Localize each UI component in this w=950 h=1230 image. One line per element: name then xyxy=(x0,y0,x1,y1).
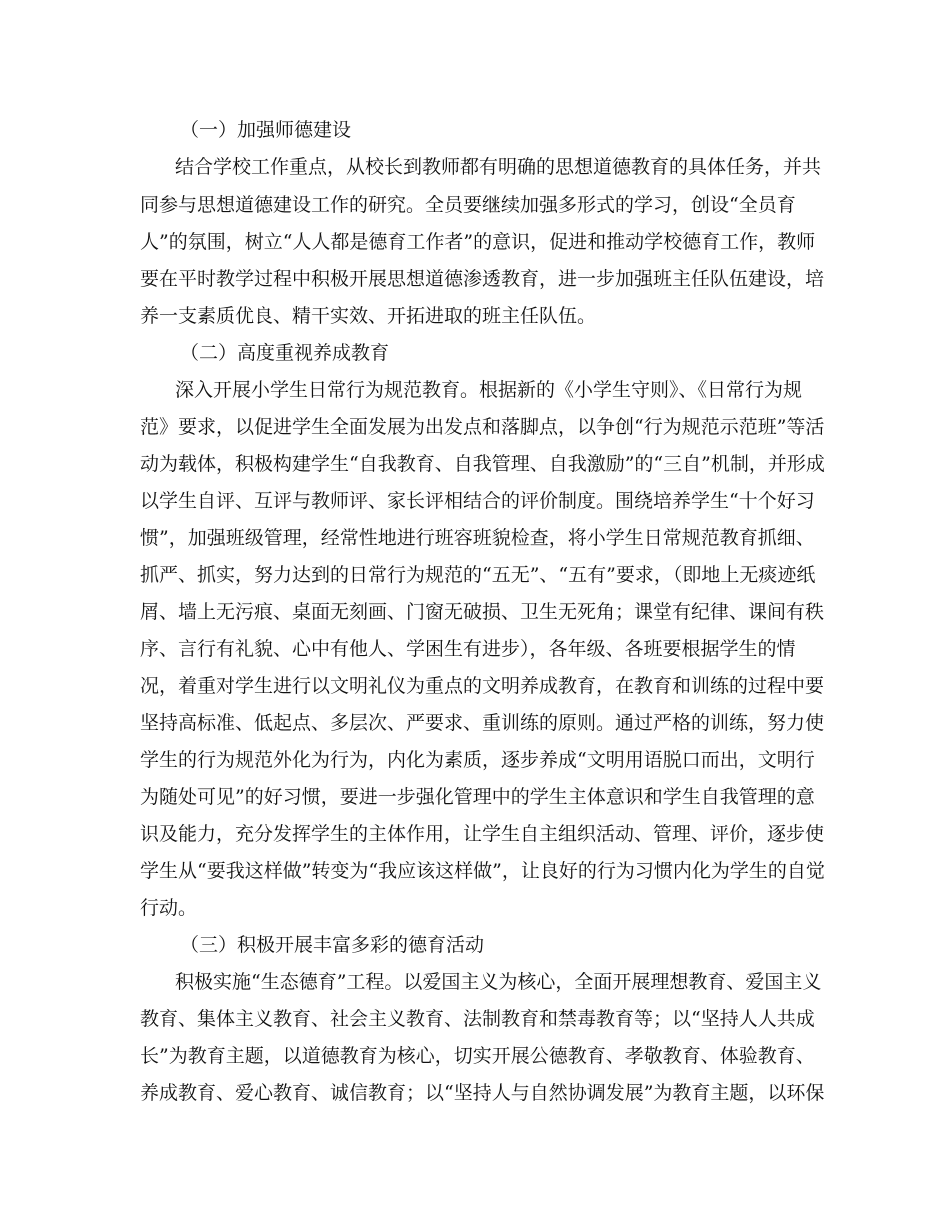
text-line: 学生的行为规范外化为行为，内化为素质，逐步养成“文明用语脱口而出，文明行 xyxy=(140,749,815,771)
text-line: 结合学校工作重点，从校长到教师都有明确的思想道德教育的具体任务，并共 xyxy=(175,156,822,178)
text-line: 识及能力，充分发挥学生的主体作用，让学生自主组织活动、管理、评价，逐步使 xyxy=(140,823,825,845)
text-line: 深入开展小学生日常行为规范教育。根据新的《小学生守则》、《日常行为规 xyxy=(175,379,803,401)
text-line: 屑、墙上无污痕、桌面无刻画、门窗无破损、卫生无死角；课堂有纪律、课间有秩 xyxy=(140,601,825,623)
text-line: 动为载体，积极构建学生“自我教育、自我管理、自我激励”的“三自”机制，并形成 xyxy=(140,453,825,475)
text-line: 养成教育、爱心教育、诚信教育；以“坚持人与自然协调发展”为教育主题，以环保 xyxy=(140,1082,825,1104)
text-line: 以学生自评、互评与教师评、家长评相结合的评价制度。围绕培养学生“十个好习 xyxy=(140,490,815,512)
heading-2: （二）高度重视养成教育 xyxy=(180,342,390,364)
text-line: 教育、集体主义教育、社会主义教育、法制教育和禁毒教育等；以“坚持人人共成 xyxy=(140,1008,815,1030)
heading-3: （三）积极开展丰富多彩的德育活动 xyxy=(180,934,485,956)
text-line: 行动。 xyxy=(140,897,198,919)
text-line: 况，着重对学生进行以文明礼仪为重点的文明养成教育，在教育和训练的过程中要 xyxy=(140,675,825,697)
text-line: 序、言行有礼貌、心中有他人、学困生有进步），各年级、各班要根据学生的情 xyxy=(140,638,796,660)
text-line: 坚持高标准、低起点、多层次、严要求、重训练的原则。通过严格的训练，努力使 xyxy=(140,712,825,734)
heading-1: （一）加强师德建设 xyxy=(180,119,352,141)
text-line: 范》要求，以促进学生全面发展为出发点和落脚点，以争创“行为规范示范班”等活 xyxy=(140,416,825,438)
text-line: 惯”，加强班级管理，经常性地进行班容班貌检查，将小学生日常规范教育抓细、 xyxy=(140,527,815,549)
text-line: 同参与思想道德建设工作的研究。全员要继续加强多形式的学习，创设“全员育 xyxy=(140,194,796,216)
text-line: 长”为教育主题，以道德教育为核心，切实开展公德教育、孝敬教育、体验教育、 xyxy=(140,1045,815,1067)
text-line: 抓严、抓实，努力达到的日常行为规范的“五无”、“五有”要求，（即地上无痰迹纸 xyxy=(140,564,816,586)
text-line: 学生从“要我这样做”转变为“我应该这样做”，让良好的行为习惯内化为学生的自觉 xyxy=(140,860,825,882)
text-line: 积极实施“生态德育”工程。以爱国主义为核心，全面开展理想教育、爱国主义 xyxy=(175,971,822,993)
text-line: 为随处可见”的好习惯，要进一步强化管理中的学生主体意识和学生自我管理的意 xyxy=(140,786,815,808)
text-line: 要在平时教学过程中积极开展思想道德渗透教育，进一步加强班主任队伍建设，培 xyxy=(140,268,825,290)
text-line: 人”的氛围，树立“人人都是德育工作者”的意识，促进和推动学校德育工作，教师 xyxy=(140,231,816,253)
text-line: 养一支素质优良、精干实效、开拓进取的班主任队伍。 xyxy=(140,305,597,327)
